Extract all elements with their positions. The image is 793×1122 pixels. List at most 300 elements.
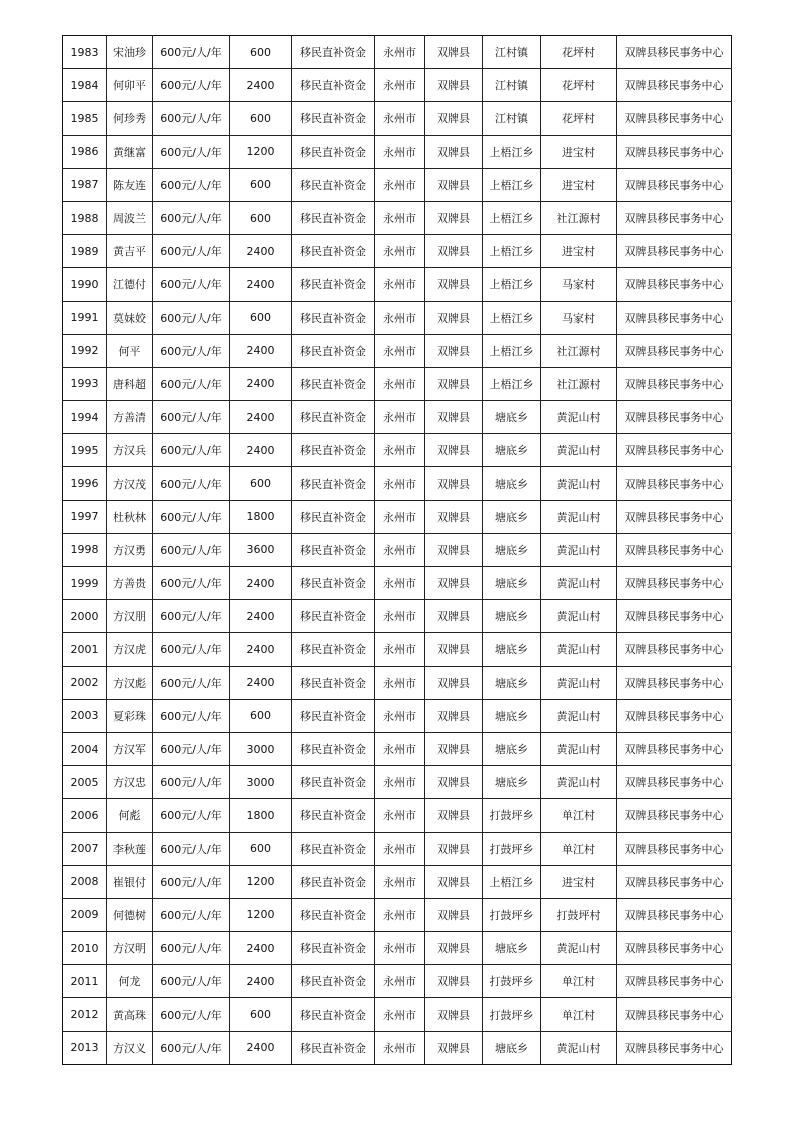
agency-cell: 双牌县移民事务中心 [617, 467, 732, 500]
seq-no-cell: 2002 [63, 666, 107, 699]
table-body [63, 36, 732, 1065]
county-cell: 双牌县 [425, 135, 483, 168]
township-cell: 塘底乡 [483, 467, 541, 500]
seq-no-cell: 1997 [63, 500, 107, 533]
city-cell: 永州市 [375, 135, 425, 168]
township-cell: 塘底乡 [483, 500, 541, 533]
amount-cell: 2400 [230, 235, 292, 268]
seq-no-cell: 2008 [63, 865, 107, 898]
county-cell: 双牌县 [425, 467, 483, 500]
agency-cell: 双牌县移民事务中心 [617, 434, 732, 467]
township-cell: 塘底乡 [483, 1031, 541, 1064]
name-cell: 陈友连 [107, 168, 153, 201]
name-cell: 宋油珍 [107, 36, 153, 69]
standard-cell: 600元/人/年 [153, 301, 230, 334]
county-cell: 双牌县 [425, 69, 483, 102]
county-cell: 双牌县 [425, 799, 483, 832]
township-cell: 上梧江乡 [483, 168, 541, 201]
data-sheet [62, 35, 732, 1065]
city-cell: 永州市 [375, 500, 425, 533]
city-cell: 永州市 [375, 69, 425, 102]
village-cell: 黄泥山村 [541, 766, 617, 799]
village-cell: 社江源村 [541, 367, 617, 400]
amount-cell: 2400 [230, 965, 292, 998]
agency-cell: 双牌县移民事务中心 [617, 732, 732, 765]
county-cell: 双牌县 [425, 633, 483, 666]
fund-type-cell: 移民直补资金 [292, 1031, 375, 1064]
name-cell: 何德树 [107, 898, 153, 931]
fund-type-cell: 移民直补资金 [292, 766, 375, 799]
county-cell: 双牌县 [425, 766, 483, 799]
amount-cell: 2400 [230, 600, 292, 633]
county-cell: 双牌县 [425, 832, 483, 865]
name-cell: 方汉虎 [107, 633, 153, 666]
agency-cell: 双牌县移民事务中心 [617, 102, 732, 135]
table-row [63, 434, 732, 467]
city-cell: 永州市 [375, 301, 425, 334]
standard-cell: 600元/人/年 [153, 799, 230, 832]
village-cell: 单江村 [541, 965, 617, 998]
standard-cell: 600元/人/年 [153, 235, 230, 268]
name-cell: 方汉忠 [107, 766, 153, 799]
city-cell: 永州市 [375, 434, 425, 467]
agency-cell: 双牌县移民事务中心 [617, 168, 732, 201]
agency-cell: 双牌县移民事务中心 [617, 1031, 732, 1064]
village-cell: 社江源村 [541, 334, 617, 367]
agency-cell: 双牌县移民事务中心 [617, 36, 732, 69]
city-cell: 永州市 [375, 832, 425, 865]
standard-cell: 600元/人/年 [153, 467, 230, 500]
township-cell: 上梧江乡 [483, 135, 541, 168]
amount-cell: 1200 [230, 135, 292, 168]
agency-cell: 双牌县移民事务中心 [617, 832, 732, 865]
table-row [63, 135, 732, 168]
city-cell: 永州市 [375, 600, 425, 633]
fund-type-cell: 移民直补资金 [292, 367, 375, 400]
amount-cell: 2400 [230, 268, 292, 301]
county-cell: 双牌县 [425, 533, 483, 566]
village-cell: 黄泥山村 [541, 633, 617, 666]
agency-cell: 双牌县移民事务中心 [617, 235, 732, 268]
agency-cell: 双牌县移民事务中心 [617, 766, 732, 799]
township-cell: 塘底乡 [483, 401, 541, 434]
fund-type-cell: 移民直补资金 [292, 135, 375, 168]
agency-cell: 双牌县移民事务中心 [617, 699, 732, 732]
name-cell: 方汉茂 [107, 467, 153, 500]
name-cell: 方汉彪 [107, 666, 153, 699]
township-cell: 江村镇 [483, 102, 541, 135]
county-cell: 双牌县 [425, 732, 483, 765]
standard-cell: 600元/人/年 [153, 401, 230, 434]
agency-cell: 双牌县移民事务中心 [617, 500, 732, 533]
name-cell: 何彪 [107, 799, 153, 832]
amount-cell: 600 [230, 201, 292, 234]
village-cell: 马家村 [541, 301, 617, 334]
county-cell: 双牌县 [425, 268, 483, 301]
township-cell: 上梧江乡 [483, 235, 541, 268]
table-row [63, 467, 732, 500]
fund-type-cell: 移民直补资金 [292, 600, 375, 633]
city-cell: 永州市 [375, 36, 425, 69]
amount-cell: 3000 [230, 766, 292, 799]
standard-cell: 600元/人/年 [153, 201, 230, 234]
table-row [63, 567, 732, 600]
fund-type-cell: 移民直补资金 [292, 69, 375, 102]
name-cell: 何平 [107, 334, 153, 367]
seq-no-cell: 1992 [63, 334, 107, 367]
amount-cell: 2400 [230, 666, 292, 699]
name-cell: 何龙 [107, 965, 153, 998]
city-cell: 永州市 [375, 633, 425, 666]
county-cell: 双牌县 [425, 102, 483, 135]
county-cell: 双牌县 [425, 301, 483, 334]
seq-no-cell: 1991 [63, 301, 107, 334]
table-row [63, 666, 732, 699]
standard-cell: 600元/人/年 [153, 268, 230, 301]
county-cell: 双牌县 [425, 666, 483, 699]
fund-type-cell: 移民直补资金 [292, 500, 375, 533]
table-row [63, 334, 732, 367]
amount-cell: 2400 [230, 633, 292, 666]
table-row [63, 301, 732, 334]
agency-cell: 双牌县移民事务中心 [617, 334, 732, 367]
amount-cell: 600 [230, 301, 292, 334]
fund-type-cell: 移民直补资金 [292, 832, 375, 865]
standard-cell: 600元/人/年 [153, 699, 230, 732]
seq-no-cell: 1990 [63, 268, 107, 301]
county-cell: 双牌县 [425, 898, 483, 931]
name-cell: 何卯平 [107, 69, 153, 102]
name-cell: 江德付 [107, 268, 153, 301]
name-cell: 方善清 [107, 401, 153, 434]
fund-type-cell: 移民直补资金 [292, 235, 375, 268]
seq-no-cell: 2004 [63, 732, 107, 765]
county-cell: 双牌县 [425, 36, 483, 69]
city-cell: 永州市 [375, 268, 425, 301]
village-cell: 打鼓坪村 [541, 898, 617, 931]
standard-cell: 600元/人/年 [153, 832, 230, 865]
table-row [63, 600, 732, 633]
county-cell: 双牌县 [425, 168, 483, 201]
table-row [63, 699, 732, 732]
city-cell: 永州市 [375, 766, 425, 799]
table-row [63, 799, 732, 832]
township-cell: 塘底乡 [483, 732, 541, 765]
table-row [63, 500, 732, 533]
name-cell: 夏彩珠 [107, 699, 153, 732]
amount-cell: 600 [230, 699, 292, 732]
name-cell: 莫妹姣 [107, 301, 153, 334]
amount-cell: 3000 [230, 732, 292, 765]
agency-cell: 双牌县移民事务中心 [617, 367, 732, 400]
fund-type-cell: 移民直补资金 [292, 334, 375, 367]
city-cell: 永州市 [375, 732, 425, 765]
amount-cell: 600 [230, 832, 292, 865]
village-cell: 黄泥山村 [541, 600, 617, 633]
standard-cell: 600元/人/年 [153, 500, 230, 533]
standard-cell: 600元/人/年 [153, 766, 230, 799]
seq-no-cell: 1993 [63, 367, 107, 400]
city-cell: 永州市 [375, 567, 425, 600]
township-cell: 上梧江乡 [483, 865, 541, 898]
name-cell: 李秋莲 [107, 832, 153, 865]
village-cell: 黄泥山村 [541, 500, 617, 533]
seq-no-cell: 2010 [63, 932, 107, 965]
city-cell: 永州市 [375, 998, 425, 1031]
village-cell: 进宝村 [541, 168, 617, 201]
table-row [63, 965, 732, 998]
city-cell: 永州市 [375, 932, 425, 965]
county-cell: 双牌县 [425, 434, 483, 467]
fund-type-cell: 移民直补资金 [292, 533, 375, 566]
standard-cell: 600元/人/年 [153, 533, 230, 566]
agency-cell: 双牌县移民事务中心 [617, 567, 732, 600]
name-cell: 黄高珠 [107, 998, 153, 1031]
standard-cell: 600元/人/年 [153, 898, 230, 931]
township-cell: 上梧江乡 [483, 334, 541, 367]
county-cell: 双牌县 [425, 998, 483, 1031]
seq-no-cell: 1998 [63, 533, 107, 566]
standard-cell: 600元/人/年 [153, 168, 230, 201]
county-cell: 双牌县 [425, 567, 483, 600]
city-cell: 永州市 [375, 699, 425, 732]
amount-cell: 3600 [230, 533, 292, 566]
table-row [63, 766, 732, 799]
village-cell: 黄泥山村 [541, 699, 617, 732]
table-row [63, 533, 732, 566]
table-row [63, 732, 732, 765]
village-cell: 黄泥山村 [541, 434, 617, 467]
amount-cell: 600 [230, 168, 292, 201]
name-cell: 黄吉平 [107, 235, 153, 268]
fund-type-cell: 移民直补资金 [292, 633, 375, 666]
amount-cell: 2400 [230, 334, 292, 367]
county-cell: 双牌县 [425, 699, 483, 732]
standard-cell: 600元/人/年 [153, 36, 230, 69]
amount-cell: 600 [230, 998, 292, 1031]
standard-cell: 600元/人/年 [153, 865, 230, 898]
seq-no-cell: 2005 [63, 766, 107, 799]
table-row [63, 36, 732, 69]
name-cell: 何珍秀 [107, 102, 153, 135]
name-cell: 周波兰 [107, 201, 153, 234]
village-cell: 黄泥山村 [541, 732, 617, 765]
standard-cell: 600元/人/年 [153, 732, 230, 765]
county-cell: 双牌县 [425, 201, 483, 234]
fund-type-cell: 移民直补资金 [292, 732, 375, 765]
name-cell: 方汉明 [107, 932, 153, 965]
village-cell: 黄泥山村 [541, 533, 617, 566]
seq-no-cell: 2000 [63, 600, 107, 633]
village-cell: 黄泥山村 [541, 401, 617, 434]
fund-type-cell: 移民直补资金 [292, 865, 375, 898]
city-cell: 永州市 [375, 401, 425, 434]
amount-cell: 1800 [230, 799, 292, 832]
county-cell: 双牌县 [425, 1031, 483, 1064]
village-cell: 进宝村 [541, 135, 617, 168]
township-cell: 塘底乡 [483, 533, 541, 566]
city-cell: 永州市 [375, 334, 425, 367]
township-cell: 江村镇 [483, 36, 541, 69]
county-cell: 双牌县 [425, 932, 483, 965]
standard-cell: 600元/人/年 [153, 69, 230, 102]
seq-no-cell: 1987 [63, 168, 107, 201]
city-cell: 永州市 [375, 666, 425, 699]
fund-type-cell: 移民直补资金 [292, 301, 375, 334]
standard-cell: 600元/人/年 [153, 334, 230, 367]
township-cell: 塘底乡 [483, 699, 541, 732]
city-cell: 永州市 [375, 898, 425, 931]
agency-cell: 双牌县移民事务中心 [617, 201, 732, 234]
standard-cell: 600元/人/年 [153, 367, 230, 400]
township-cell: 打鼓坪乡 [483, 965, 541, 998]
township-cell: 上梧江乡 [483, 367, 541, 400]
city-cell: 永州市 [375, 201, 425, 234]
amount-cell: 2400 [230, 1031, 292, 1064]
table-row [63, 401, 732, 434]
county-cell: 双牌县 [425, 235, 483, 268]
table-row [63, 832, 732, 865]
township-cell: 塘底乡 [483, 766, 541, 799]
standard-cell: 600元/人/年 [153, 666, 230, 699]
city-cell: 永州市 [375, 533, 425, 566]
agency-cell: 双牌县移民事务中心 [617, 633, 732, 666]
amount-cell: 2400 [230, 401, 292, 434]
name-cell: 唐科超 [107, 367, 153, 400]
agency-cell: 双牌县移民事务中心 [617, 998, 732, 1031]
table-row [63, 367, 732, 400]
township-cell: 上梧江乡 [483, 201, 541, 234]
standard-cell: 600元/人/年 [153, 567, 230, 600]
seq-no-cell: 2003 [63, 699, 107, 732]
fund-type-cell: 移民直补资金 [292, 467, 375, 500]
fund-type-cell: 移民直补资金 [292, 965, 375, 998]
county-cell: 双牌县 [425, 401, 483, 434]
seq-no-cell: 1995 [63, 434, 107, 467]
fund-type-cell: 移民直补资金 [292, 666, 375, 699]
village-cell: 进宝村 [541, 235, 617, 268]
table-row [63, 932, 732, 965]
fund-type-cell: 移民直补资金 [292, 201, 375, 234]
table-row [63, 998, 732, 1031]
table-row [63, 168, 732, 201]
seq-no-cell: 2007 [63, 832, 107, 865]
agency-cell: 双牌县移民事务中心 [617, 865, 732, 898]
city-cell: 永州市 [375, 965, 425, 998]
amount-cell: 2400 [230, 69, 292, 102]
village-cell: 单江村 [541, 832, 617, 865]
township-cell: 打鼓坪乡 [483, 832, 541, 865]
amount-cell: 2400 [230, 932, 292, 965]
fund-type-cell: 移民直补资金 [292, 36, 375, 69]
name-cell: 方汉军 [107, 732, 153, 765]
agency-cell: 双牌县移民事务中心 [617, 666, 732, 699]
fund-type-cell: 移民直补资金 [292, 699, 375, 732]
township-cell: 打鼓坪乡 [483, 799, 541, 832]
city-cell: 永州市 [375, 235, 425, 268]
seq-no-cell: 1989 [63, 235, 107, 268]
township-cell: 上梧江乡 [483, 301, 541, 334]
table-row [63, 268, 732, 301]
seq-no-cell: 2013 [63, 1031, 107, 1064]
township-cell: 上梧江乡 [483, 268, 541, 301]
table-row [63, 633, 732, 666]
standard-cell: 600元/人/年 [153, 965, 230, 998]
village-cell: 黄泥山村 [541, 567, 617, 600]
seq-no-cell: 1988 [63, 201, 107, 234]
county-cell: 双牌县 [425, 600, 483, 633]
township-cell: 塘底乡 [483, 932, 541, 965]
amount-cell: 2400 [230, 367, 292, 400]
township-cell: 塘底乡 [483, 434, 541, 467]
fund-type-cell: 移民直补资金 [292, 998, 375, 1031]
county-cell: 双牌县 [425, 500, 483, 533]
table-row [63, 235, 732, 268]
standard-cell: 600元/人/年 [153, 135, 230, 168]
name-cell: 方汉义 [107, 1031, 153, 1064]
standard-cell: 600元/人/年 [153, 932, 230, 965]
amount-cell: 600 [230, 36, 292, 69]
village-cell: 花坪村 [541, 102, 617, 135]
seq-no-cell: 1994 [63, 401, 107, 434]
county-cell: 双牌县 [425, 367, 483, 400]
village-cell: 黄泥山村 [541, 1031, 617, 1064]
standard-cell: 600元/人/年 [153, 600, 230, 633]
seq-no-cell: 1984 [63, 69, 107, 102]
seq-no-cell: 1983 [63, 36, 107, 69]
agency-cell: 双牌县移民事务中心 [617, 533, 732, 566]
seq-no-cell: 2001 [63, 633, 107, 666]
city-cell: 永州市 [375, 367, 425, 400]
township-cell: 江村镇 [483, 69, 541, 102]
township-cell: 打鼓坪乡 [483, 898, 541, 931]
amount-cell: 2400 [230, 567, 292, 600]
table-row [63, 201, 732, 234]
fund-type-cell: 移民直补资金 [292, 567, 375, 600]
agency-cell: 双牌县移民事务中心 [617, 898, 732, 931]
city-cell: 永州市 [375, 799, 425, 832]
table-row [63, 865, 732, 898]
amount-cell: 1200 [230, 865, 292, 898]
agency-cell: 双牌县移民事务中心 [617, 600, 732, 633]
seq-no-cell: 2011 [63, 965, 107, 998]
name-cell: 方汉兵 [107, 434, 153, 467]
fund-type-cell: 移民直补资金 [292, 932, 375, 965]
agency-cell: 双牌县移民事务中心 [617, 932, 732, 965]
village-cell: 黄泥山村 [541, 932, 617, 965]
fund-type-cell: 移民直补资金 [292, 799, 375, 832]
city-cell: 永州市 [375, 168, 425, 201]
name-cell: 崔银付 [107, 865, 153, 898]
table-row [63, 1031, 732, 1064]
amount-cell: 1200 [230, 898, 292, 931]
seq-no-cell: 1996 [63, 467, 107, 500]
subsidy-table [62, 35, 732, 1065]
standard-cell: 600元/人/年 [153, 102, 230, 135]
county-cell: 双牌县 [425, 865, 483, 898]
agency-cell: 双牌县移民事务中心 [617, 69, 732, 102]
seq-no-cell: 2006 [63, 799, 107, 832]
village-cell: 黄泥山村 [541, 467, 617, 500]
seq-no-cell: 1986 [63, 135, 107, 168]
village-cell: 进宝村 [541, 865, 617, 898]
seq-no-cell: 2009 [63, 898, 107, 931]
fund-type-cell: 移民直补资金 [292, 434, 375, 467]
table-row [63, 898, 732, 931]
village-cell: 黄泥山村 [541, 666, 617, 699]
city-cell: 永州市 [375, 1031, 425, 1064]
name-cell: 方善贵 [107, 567, 153, 600]
